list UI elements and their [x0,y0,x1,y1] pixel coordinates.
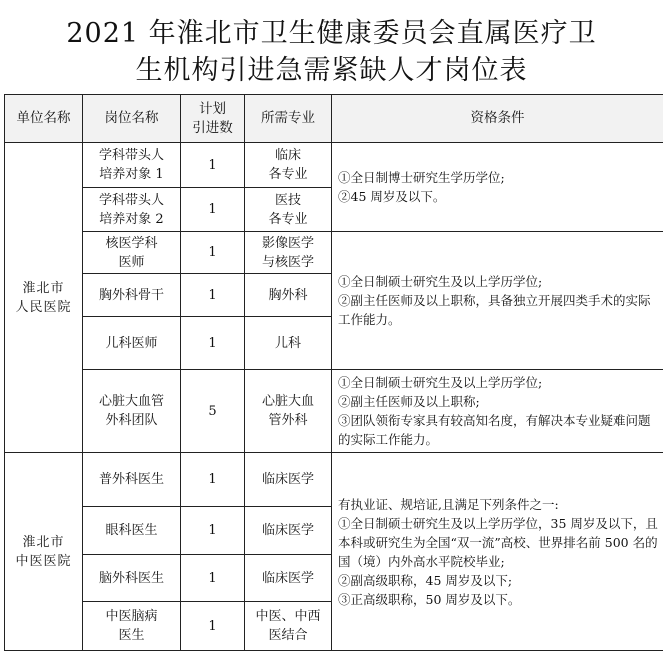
major-line1: 影像医学 [249,234,327,253]
count-cell: 1 [181,188,245,232]
major-cell [245,143,332,188]
major-cell: 儿科 [245,317,332,370]
post-cell [83,602,181,651]
table-row [5,370,663,453]
page-title-line2: 生机构引进急需紧缺人才岗位表 [0,54,663,88]
major-cell: 临床医学 [245,507,332,555]
post-cell: 胸外科骨干 [83,274,181,317]
count-cell: 1 [181,555,245,602]
post-line1: 心脏大血管 [87,392,176,411]
qualification-line: ②副高级职称，45 周岁及以下; [338,571,659,590]
qualification-line: ①全日制硕士研究生及以上学历学位; [338,272,659,291]
count-cell: 1 [181,602,245,651]
unit-name-line2: 中医医院 [9,552,78,571]
major-cell [245,232,332,274]
qualification-cell [332,232,663,370]
post-line2: 外科团队 [87,411,176,430]
qualification-line: ①全日制硕士研究生及以上学历学位，35 周岁及以下，且本科或研究生为全国“双一流”高校、世界排名前 500 名的国（境）内外高水平院校毕业; [338,514,659,571]
qualification-line: ②45 周岁及以下。 [338,187,659,206]
qualification-line: ③正高级职称，50 周岁及以下。 [338,590,659,609]
post-cell [83,188,181,232]
post-line1: 学科带头人 [87,146,176,165]
post-cell [83,232,181,274]
post-line2: 培养对象 2 [87,210,176,229]
page-title-line1: 2021 年淮北市卫生健康委员会直属医疗卫 [0,17,663,51]
table-row [5,143,663,188]
major-cell: 胸外科 [245,274,332,317]
post-line1: 中医脑病 [87,607,176,626]
header-post: 岗位名称 [83,95,181,143]
header-qualification: 资格条件 [332,95,663,143]
header-plan-line1: 计划 [185,100,240,119]
count-cell: 1 [181,143,245,188]
count-cell: 1 [181,453,245,507]
qualification-cell [332,143,663,232]
post-cell: 眼科医生 [83,507,181,555]
major-line2: 与核医学 [249,253,327,272]
count-cell: 1 [181,317,245,370]
major-line2: 各专业 [249,210,327,229]
qualification-line: ①全日制硕士研究生及以上学历学位; [338,373,659,392]
major-cell [245,602,332,651]
header-plan [181,95,245,143]
positions-table [4,94,663,651]
qualification-cell [332,370,663,453]
qualification-line: ②副主任医师及以上职称，具备独立开展四类手术的实际工作能力。 [338,291,659,329]
header-major: 所需专业 [245,95,332,143]
post-line1: 学科带头人 [87,191,176,210]
qualification-line: 有执业证、规培证,且满足下列条件之一: [338,495,659,514]
count-cell: 1 [181,274,245,317]
post-line2: 培养对象 1 [87,165,176,184]
major-cell: 临床医学 [245,555,332,602]
qualification-line: ②副主任医师及以上职称; [338,392,659,411]
table-row [5,453,663,507]
qualification-cell [332,453,663,651]
post-cell: 儿科医师 [83,317,181,370]
post-line2: 医生 [87,626,176,645]
post-cell [83,370,181,453]
major-line1: 心脏大血 [249,392,327,411]
table-header-row [5,95,663,143]
post-line1: 核医学科 [87,234,176,253]
unit-name-line1: 淮北市 [9,279,78,298]
unit-name-line1: 淮北市 [9,533,78,552]
major-cell: 临床医学 [245,453,332,507]
post-line2: 医师 [87,253,176,272]
major-line1: 中医、中西 [249,607,327,626]
major-cell [245,188,332,232]
count-cell: 1 [181,507,245,555]
post-cell: 普外科医生 [83,453,181,507]
header-plan-line2: 引进数 [185,119,240,138]
header-unit: 单位名称 [5,95,83,143]
major-line2: 各专业 [249,165,327,184]
unit-cell-hospital1 [5,143,83,453]
major-line1: 临床 [249,146,327,165]
major-line1: 医技 [249,191,327,210]
major-line2: 管外科 [249,411,327,430]
post-cell [83,143,181,188]
qualification-line: ③团队领衔专家具有较高知名度，有解决本专业疑难问题的实际工作能力。 [338,411,659,449]
count-cell: 5 [181,370,245,453]
count-cell: 1 [181,232,245,274]
table-row [5,232,663,274]
major-cell [245,370,332,453]
unit-cell-hospital2 [5,453,83,651]
qualification-line: ①全日制博士研究生学历学位; [338,168,659,187]
major-line2: 医结合 [249,626,327,645]
unit-name-line2: 人民医院 [9,298,78,317]
post-cell: 脑外科医生 [83,555,181,602]
